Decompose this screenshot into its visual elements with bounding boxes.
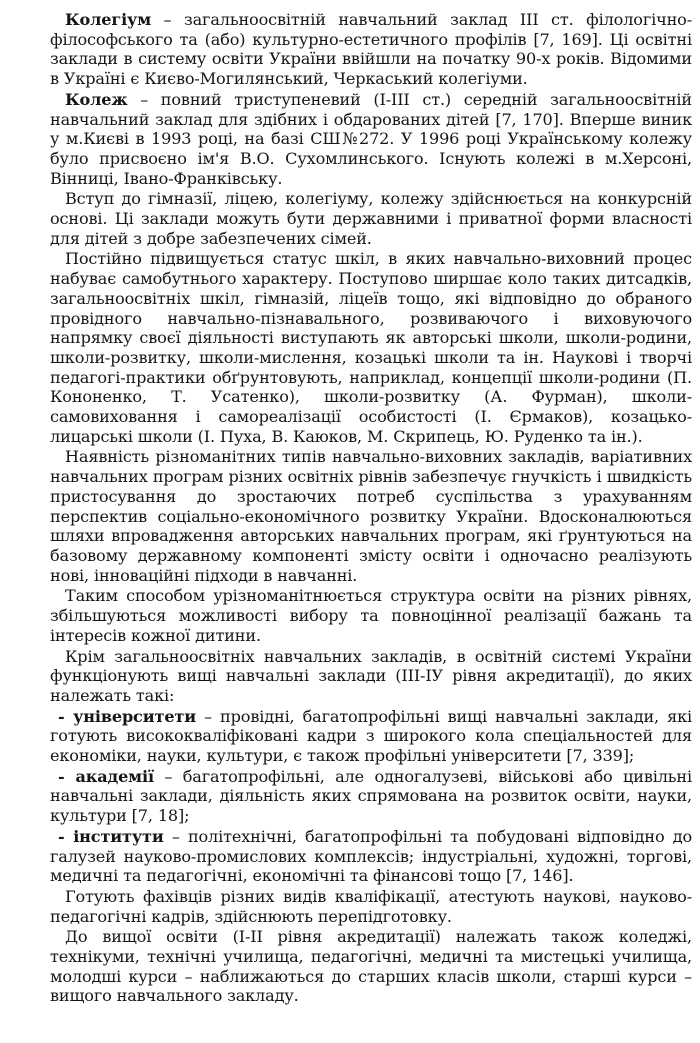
term-collegium: Колегіум — [65, 10, 152, 29]
list-item-institutes — [50, 827, 692, 886]
paragraph-higher-education: Крім загальноосвітніх навчальних закладів, в освітній системі України функціонують вищі навчальні заклади (ІІІ-ІУ рівня акредитації), до яких належать такі: — [50, 646, 692, 705]
term-academies: - академії — [58, 766, 154, 786]
paragraph-college — [50, 90, 692, 189]
list-item-academies — [50, 767, 692, 826]
paragraph-training: Готують фахівців різних видів кваліфікації, атестують наукові, науково-педагогічні кадрів, здійснюють перепідготовку. — [50, 886, 692, 926]
paragraph-text: – провідні, багатопрофільні вищі навчальні заклади, які готують висококваліфіковані кадри з широкого кола спеціальностей для економіки, науки, культури, є також профільні університети [7, 339]; — [50, 706, 692, 766]
term-universities: - університети — [58, 706, 197, 726]
paragraph-text: – повний триступеневий (І-ІІІ ст.) середній загальноосвітній навчальний заклад для здібних і обдарованих дітей [7, 170]. Вперше виник у м.Києві в 1993 році, на базі СШ№272. У 1996 році Українському колежу було присвоєно ім'я В.О. Сухомлинського. Існують колежі в м.Херсоні, Вінниці, Івано-Франківську. — [50, 89, 692, 188]
paragraph-structure: Таким способом урізноманітнюється структура освіти на різних рівнях, збільшуються можливості вибору та повноцінної реалізації бажань та інтересів кожної дитини. — [50, 586, 692, 645]
paragraph-text: – багатопрофільні, але одногалузеві, військові або цивільні навчальні заклади, діяльність яких спрямована на розвиток освіти, науки, культури [7, 18]; — [50, 766, 692, 826]
list-item-universities — [50, 707, 692, 766]
paragraph-admission: Вступ до гімназії, ліцею, колегіуму, колежу здійснюється на конкурсній основі. Ці заклади можуть бути державними і приватної форми власності для дітей з добре забезпечених сімей. — [50, 189, 692, 248]
paragraph-school-status: Постійно підвищується статус шкіл, в яких навчально-виховний процес набуває самобутнього характеру. Поступово ширшає коло таких дитсадків, загальноосвітніх шкіл, гімназій, ліцеїв тощо, які відповідно до обраного провідного навчально-пізнавального, розвиваючого і виховуючого напрямку своєї діяльності виступають як авторські школи, школи-родини, школи-розвитку, школи-мислення, козацькі школи та ін. Наукові і творчі педагогі-практики обґрунтовують, наприклад, концепції школи-родини (П. Кононенко, Т. Усатенко), школи-розвитку (А. Фурман), школи-самовиховання і самореалізації особистості (І. Єрмаков), козацько-лицарські школи (І. Пуха, В. Каюков, М. Скрипець, Ю. Руденко та ін.). — [50, 249, 692, 446]
term-college: Колеж — [65, 89, 128, 109]
term-institutes: - інститути — [58, 826, 164, 846]
paragraph-text: – загальноосвітній навчальний заклад ІІІ ст. філологічно-філософського та (або) культурно-естетичного профілів [7, 169]. Ці освітні заклади в систему освіти України ввійшли на початку 90-х років. Відомими в Україні є Києво-Могилянський, Черкаський колегіуми. — [50, 10, 692, 89]
paragraph-variety: Наявність різноманітних типів навчально-виховних закладів, варіативних навчальних програм різних освітніх рівнів забезпечує гнучкість і швидкість пристосування до зростаючих потреб суспільства з урахуванням перспектив соціально-економічного розвитку України. Вдосконалюються шляхи впровадження авторських навчальних програм, які ґрунтуються на базовому державному компоненті змісту освіти і одночасно реалізують нові, інноваційні підходи в навчанні. — [50, 447, 692, 585]
paragraph-colleges: До вищої освіти (І-ІІ рівня акредитації) належать також коледжі, технікуми, технічні училища, педагогічні, медичні та мистецькі училища, молодші курси – наближаються до старших класів школи, старші курси – вищого навчального закладу. — [50, 927, 692, 1006]
paragraph-collegium — [50, 10, 692, 89]
paragraph-text: – політехнічні, багатопрофільні та побудовані відповідно до галузей науково-промислових комплексів; індустріальні, художні, торгові, медичні та педагогічні, економічні та фінансові тощо [7, 146]. — [50, 826, 692, 886]
